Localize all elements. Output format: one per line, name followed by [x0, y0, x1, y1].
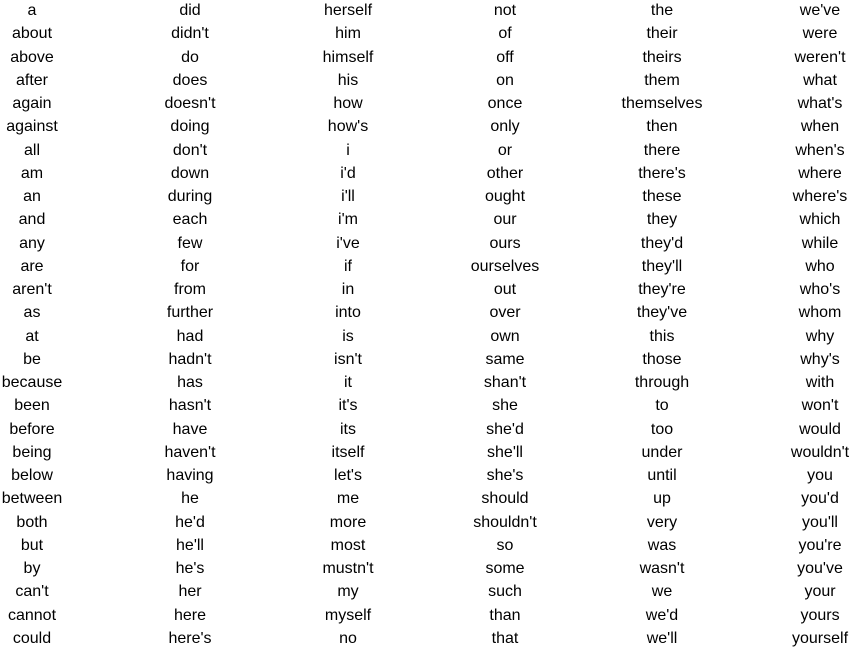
word-item: they'd — [640, 234, 684, 252]
word-item: having — [166, 467, 214, 484]
word-item: isn't — [334, 350, 362, 368]
word-item: until — [647, 467, 677, 484]
word-item: haven't — [164, 443, 216, 461]
word-item: doing — [170, 118, 210, 136]
word-item: who's — [799, 281, 841, 298]
word-item: more — [329, 513, 367, 531]
word-item: i've — [336, 234, 360, 252]
word-item: ours — [489, 234, 521, 252]
word-item: where — [798, 164, 842, 182]
word-item: any — [19, 234, 45, 252]
word-item: should — [481, 490, 529, 508]
word-item: could — [12, 629, 52, 647]
word-item: and — [18, 211, 46, 229]
word-item: there's — [638, 164, 686, 182]
word-item: each — [172, 211, 208, 229]
word-item: has — [177, 374, 203, 391]
word-item: who — [805, 257, 835, 275]
word-item: it's — [338, 397, 358, 415]
word-item: i — [346, 141, 350, 159]
word-item: didn't — [171, 25, 209, 43]
word-item: mustn't — [322, 560, 374, 577]
word-item: did — [179, 2, 201, 19]
word-item: himself — [322, 48, 374, 66]
word-item: be — [23, 350, 41, 368]
word-item: she — [492, 397, 518, 415]
word-item: hadn't — [168, 350, 212, 368]
word-item: further — [166, 304, 214, 322]
word-item: you — [807, 467, 833, 484]
word-item: his — [337, 71, 359, 89]
word-item: they're — [638, 281, 686, 298]
word-item: against — [6, 118, 58, 136]
word-item: their — [646, 25, 678, 43]
word-item: they've — [636, 304, 688, 322]
word-item: into — [335, 304, 361, 322]
word-item: out — [493, 281, 517, 298]
word-item: when's — [795, 141, 845, 159]
word-item: most — [330, 536, 366, 554]
word-item: about — [11, 25, 53, 43]
word-item: as — [23, 304, 41, 322]
word-item: he'll — [176, 536, 204, 554]
word-item: were — [802, 25, 838, 43]
word-item: same — [485, 350, 525, 368]
word-item: we'll — [646, 629, 678, 647]
word-item: own — [490, 327, 520, 345]
word-item: can't — [15, 583, 49, 601]
word-item: would — [799, 420, 841, 438]
word-item: she's — [486, 467, 524, 484]
word-item: your — [804, 583, 836, 601]
word-item: to — [655, 397, 669, 415]
word-item: don't — [172, 141, 208, 159]
word-item: cannot — [7, 606, 57, 624]
word-item: very — [646, 513, 678, 531]
word-item: is — [342, 327, 354, 345]
word-item: being — [12, 443, 52, 461]
word-item: him — [335, 25, 361, 43]
word-item: these — [642, 188, 682, 205]
word-item: what — [803, 71, 837, 89]
word-item: under — [641, 443, 683, 461]
word-item: after — [15, 71, 48, 89]
word-column — [273, 0, 423, 650]
word-item: or — [497, 141, 513, 159]
word-item: in — [341, 281, 355, 298]
word-item: between — [1, 490, 63, 508]
word-item: if — [344, 257, 352, 275]
word-item: while — [801, 234, 839, 252]
word-item: he'd — [175, 513, 205, 531]
word-item: them — [644, 71, 680, 89]
word-column — [430, 0, 580, 650]
word-item: above — [10, 48, 54, 66]
word-item: few — [177, 234, 203, 252]
word-item: herself — [323, 2, 373, 19]
word-item: down — [170, 164, 210, 182]
word-item: themselves — [621, 95, 703, 112]
word-item: by — [23, 560, 41, 577]
word-item: what's — [797, 95, 843, 112]
word-column — [745, 0, 850, 650]
word-item: a — [27, 2, 37, 19]
word-item: than — [489, 606, 521, 624]
word-item: do — [181, 48, 199, 66]
word-item: on — [496, 71, 514, 89]
word-item: you've — [797, 560, 843, 577]
word-item: but — [20, 536, 44, 554]
word-item: once — [487, 95, 523, 112]
word-item: below — [11, 467, 53, 484]
word-item: how — [333, 95, 363, 112]
word-item: she'll — [487, 443, 523, 461]
word-item: so — [496, 536, 514, 554]
word-item: again — [12, 95, 52, 112]
word-item: i'm — [338, 211, 358, 229]
word-item: too — [650, 420, 674, 438]
word-item: theirs — [642, 48, 682, 66]
word-item: ourselves — [470, 257, 540, 275]
word-item: am — [20, 164, 44, 182]
word-item: myself — [324, 606, 372, 624]
word-item: such — [488, 583, 522, 601]
word-item: her — [178, 583, 202, 601]
word-item: let's — [334, 467, 362, 484]
word-item: wasn't — [639, 560, 685, 577]
word-item: are — [20, 257, 44, 275]
word-column — [115, 0, 265, 650]
word-item: we've — [799, 2, 841, 19]
word-item: our — [493, 211, 517, 229]
word-item: some — [485, 560, 525, 577]
word-item: i'll — [341, 188, 355, 205]
word-item: how's — [327, 118, 369, 136]
word-item: weren't — [794, 48, 846, 66]
word-item: she'd — [486, 420, 524, 438]
word-item: shan't — [483, 374, 527, 391]
word-item: wouldn't — [790, 443, 850, 461]
word-item: for — [180, 257, 200, 275]
word-item: which — [799, 211, 841, 229]
word-item: itself — [331, 443, 365, 461]
word-item: both — [16, 513, 48, 531]
word-item: yours — [800, 606, 840, 624]
word-item: you'll — [802, 513, 838, 531]
word-column — [587, 0, 737, 650]
word-item: does — [172, 71, 208, 89]
word-item: been — [14, 397, 50, 415]
word-item: hasn't — [168, 397, 212, 415]
word-item: that — [491, 629, 519, 647]
word-item: with — [805, 374, 835, 391]
word-item: this — [649, 327, 675, 345]
word-item: why — [805, 327, 835, 345]
word-item: other — [486, 164, 524, 182]
word-item: whom — [798, 304, 842, 322]
word-item: ought — [484, 188, 526, 205]
word-item: an — [23, 188, 41, 205]
word-item: from — [174, 281, 206, 298]
word-item: have — [172, 420, 208, 438]
word-item: he — [181, 490, 199, 508]
word-item: was — [647, 536, 677, 554]
word-item: at — [25, 327, 39, 345]
word-item: you're — [798, 536, 842, 554]
word-item: over — [489, 304, 521, 322]
word-item: it — [344, 374, 352, 391]
word-item: its — [340, 420, 356, 438]
word-item: we'd — [645, 606, 679, 624]
word-item: those — [642, 350, 682, 368]
word-item: only — [490, 118, 520, 136]
word-item: because — [1, 374, 63, 391]
word-item: my — [337, 583, 359, 601]
word-item: off — [496, 48, 514, 66]
word-item: aren't — [12, 281, 52, 298]
word-item: during — [167, 188, 213, 205]
word-item: he's — [175, 560, 205, 577]
word-item: where's — [792, 188, 848, 205]
word-item: yourself — [791, 629, 849, 647]
word-item: i'd — [340, 164, 356, 182]
word-item: they'll — [641, 257, 683, 275]
word-item: when — [800, 118, 840, 136]
word-item: here — [173, 606, 207, 624]
word-item: before — [9, 420, 55, 438]
word-item: doesn't — [164, 95, 216, 112]
word-item: we — [651, 583, 673, 601]
word-item: shouldn't — [473, 513, 537, 531]
word-item: you'd — [801, 490, 839, 508]
word-item: not — [493, 2, 517, 19]
word-item: why's — [800, 350, 840, 368]
word-item: there — [643, 141, 681, 159]
word-item: here's — [168, 629, 212, 647]
word-column — [0, 0, 107, 650]
word-item: all — [23, 141, 40, 159]
word-item: won't — [801, 397, 839, 415]
word-item: then — [646, 118, 678, 136]
word-item: of — [498, 25, 512, 43]
word-item: me — [336, 490, 360, 508]
word-item: up — [653, 490, 671, 508]
word-item: through — [634, 374, 690, 391]
word-item: had — [176, 327, 204, 345]
word-item: no — [339, 629, 357, 647]
word-item: they — [646, 211, 678, 229]
word-item: the — [650, 2, 674, 19]
